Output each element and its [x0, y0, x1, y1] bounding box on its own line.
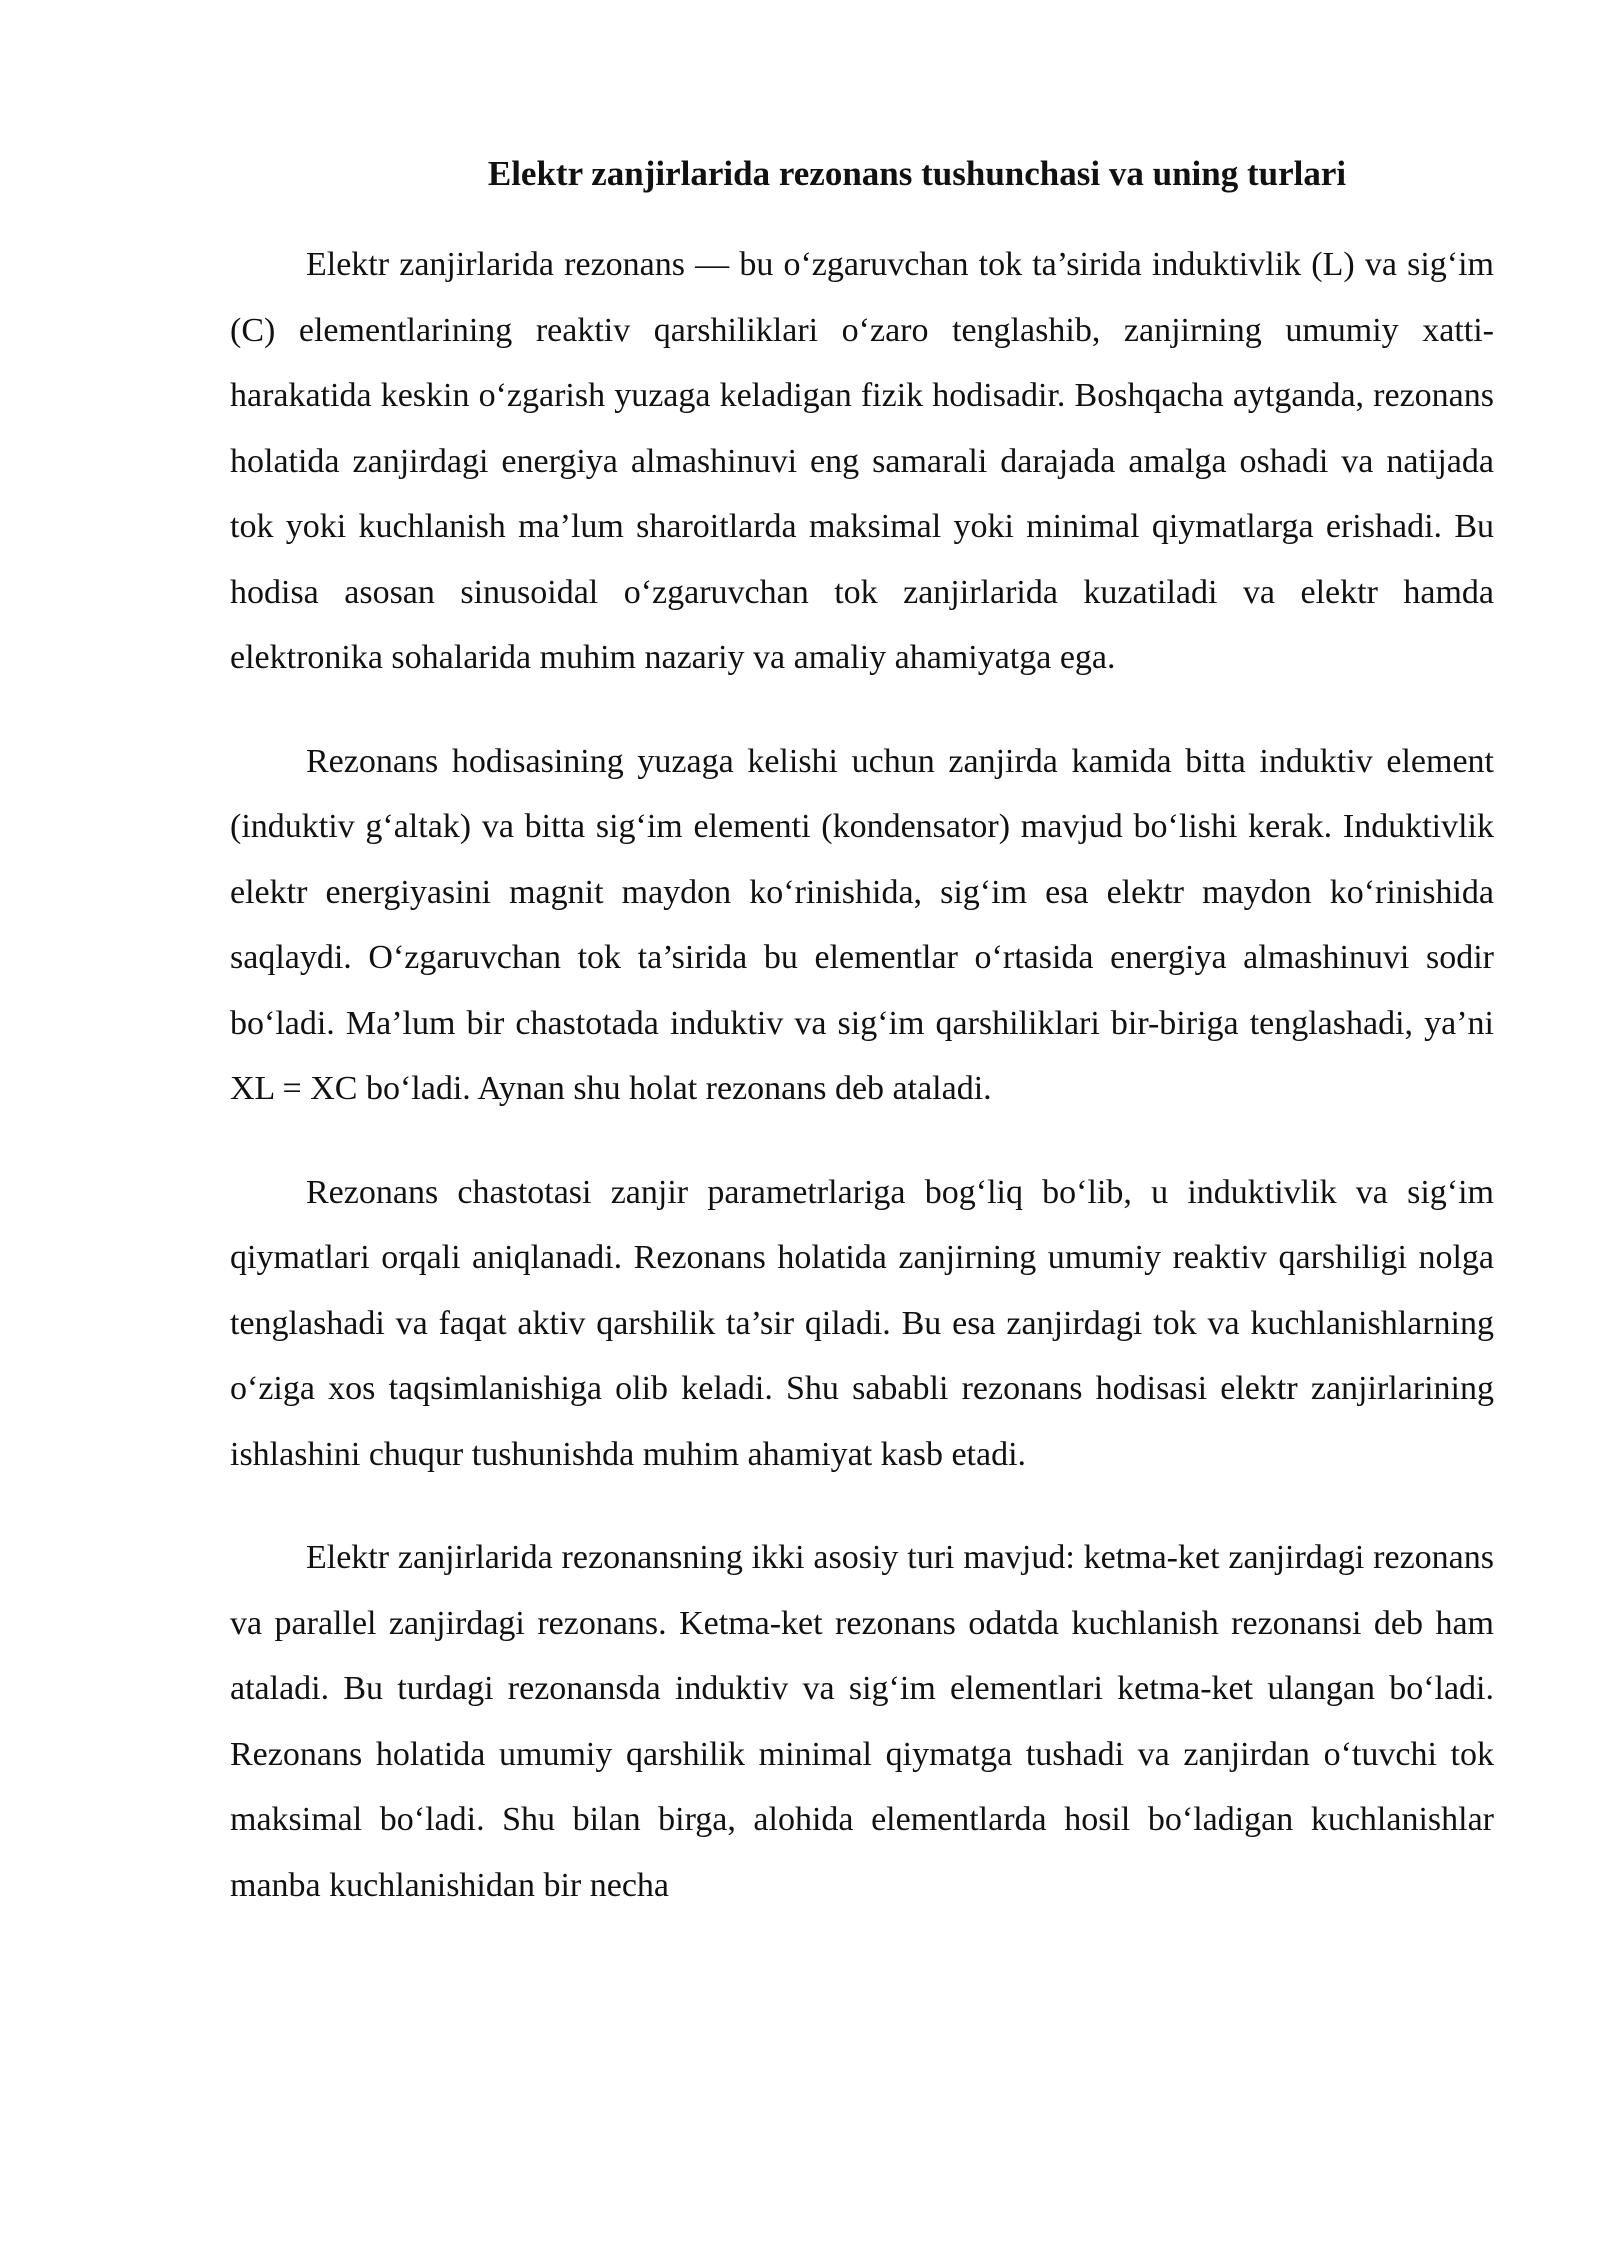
- paragraph-2: Rezonans hodisasining yuzaga kelishi uchun zanjirda kamida bitta induktiv element (induktiv g‘altak) va bitta sig‘im elementi (kondensator) mavjud bo‘lishi kerak. Induktivlik elektr energiyasini magnit maydon ko‘rinishida, sig‘im esa elektr maydon ko‘rinishida saqlaydi. O‘zgaruvchan tok ta’sirida bu elementlar o‘rtasida energiya almashinuvi sodir bo‘ladi. Ma’lum bir chastotada induktiv va sig‘im qarshiliklari bir-biriga tenglashadi, ya’ni XL = XC bo‘ladi. Aynan shu holat rezonans deb ataladi.: [230, 742, 1494, 1107]
- paragraph-1: Elektr zanjirlarida rezonans — bu o‘zgaruvchan tok ta’sirida induktivlik (L) va sig‘im (C) elementlarining reaktiv qarshiliklari o‘zaro tenglashib, zanjirning umumiy xatti-harakatida keskin o‘zgarish yuzaga keladigan fizik hodisadir. Boshqacha aytganda, rezonans holatida zanjirdagi energiya almashinuvi eng samarali darajada amalga oshadi va natijada tok yoki kuchlanish ma’lum sharoitlarda maksimal yoki minimal qiymatlarga erishadi. Bu hodisa asosan sinusoidal o‘zgaruvchan tok zanjirlarida kuzatiladi va elektr hamda elektronika sohalarida muhim nazariy va amaliy ahamiyatga ega.: [230, 246, 1494, 676]
- paragraph-4: Elektr zanjirlarida rezonansning ikki asosiy turi mavjud: ketma-ket zanjirdagi rezonans va parallel zanjirdagi rezonans. Ketma-ket rezonans odatda kuchlanish rezonansi deb ham ataladi. Bu turdagi rezonansda induktiv va sig‘im elementlari ketma-ket ulangan bo‘ladi. Rezonans holatida umumiy qarshilik minimal qiymatga tushadi va zanjirdan o‘tuvchi tok maksimal bo‘ladi. Shu bilan birga, alohida elementlarda hosil bo‘ladigan kuchlanishlar manba kuchlanishidan bir necha: [230, 1539, 1494, 1904]
- paragraph-3: Rezonans chastotasi zanjir parametrlariga bog‘liq bo‘lib, u induktivlik va sig‘im qiymatlari orqali aniqlanadi. Rezonans holatida zanjirning umumiy reaktiv qarshiligi nolga tenglashadi va faqat aktiv qarshilik ta’sir qiladi. Bu esa zanjirdagi tok va kuchlanishlarning o‘ziga xos taqsimlanishiga olib keladi. Shu sababli rezonans hodisasi elektr zanjirlarining ishlashini chuqur tushunishda muhim ahamiyat kasb etadi.: [230, 1173, 1494, 1473]
- document-body: [230, 150, 1494, 1956]
- document-title: Elektr zanjirlarida rezonans tushunchasi va uning turlari: [487, 154, 1347, 193]
